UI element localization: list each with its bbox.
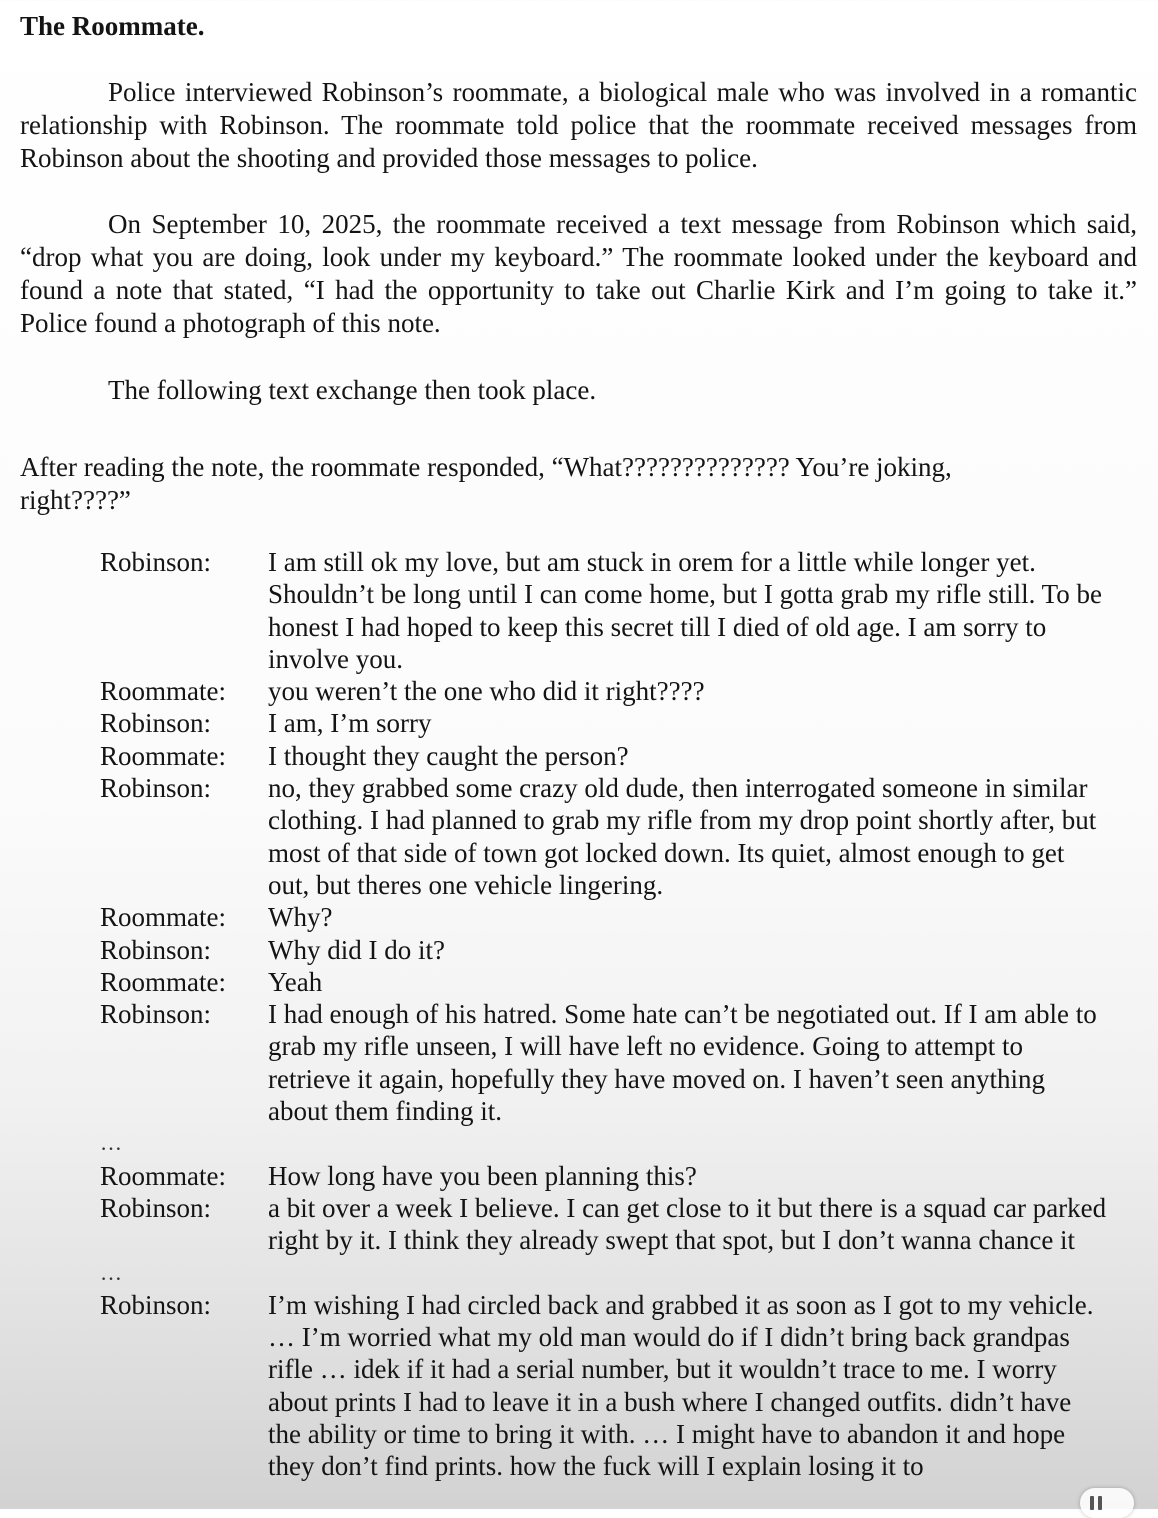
speaker-label: Robinson: bbox=[100, 934, 212, 965]
speaker-label: Roommate: bbox=[100, 1160, 226, 1191]
speaker-label: Robinson: bbox=[100, 708, 212, 739]
message-text: I am still ok my love, but am stuck in orem for a little while longer yet. Shouldn’t be long until I can come home, but I gotta grab my rifle still. To be honest I had hoped to keep this secret till I died of old age. I am sorry to involve you. bbox=[268, 547, 1102, 674]
speaker-label: Robinson: bbox=[100, 999, 212, 1030]
message-text: How long have you been planning this? bbox=[268, 1160, 697, 1191]
speaker-label: Robinson: bbox=[100, 547, 212, 577]
message-text: Why did I do it? bbox=[268, 934, 445, 965]
speaker-label: Robinson: bbox=[100, 1289, 212, 1320]
exchange-row bbox=[100, 740, 1110, 772]
paragraph-roommate-response: After reading the note, the roommate responded, “What?????????????? You’re joking, right????” bbox=[20, 452, 952, 515]
message-text: you weren’t the one who did it right???? bbox=[268, 676, 705, 707]
exchange-row bbox=[100, 966, 1110, 998]
exchange-row bbox=[100, 998, 1110, 1127]
exchange-row bbox=[100, 901, 1110, 933]
omission-ellipsis: … bbox=[100, 1259, 122, 1285]
message-text: a bit over a week I believe. I can get close to it but there is a squad car parked right by it. I think they already swept that spot, but I don’t wanna chance it bbox=[268, 1192, 1107, 1256]
exchange-row bbox=[100, 1192, 1110, 1257]
speaker-label: Roommate: bbox=[100, 902, 226, 933]
paragraph-interview: Police interviewed Robinson’s roommate, a biological male who was involved in a romantic relationship with Robinson. The roommate told police that the roommate received messages from Robinson about the shooting and provided those messages to police. bbox=[20, 77, 1137, 173]
exchange-row bbox=[100, 1160, 1110, 1192]
speaker-label: Roommate: bbox=[100, 676, 226, 707]
speaker-label: Roommate: bbox=[100, 740, 226, 771]
speaker-label: Robinson: bbox=[100, 773, 212, 804]
message-text: I had enough of his hatred. Some hate can’t be negotiated out. If I am able to grab my rifle unseen, I will have left no evidence. Going to attempt to retrieve it again, hopefully they have moved on. I haven’t seen anything about them finding it. bbox=[268, 999, 1097, 1127]
speaker-label: Roommate: bbox=[100, 966, 226, 997]
message-text: I thought they caught the person? bbox=[268, 740, 629, 771]
message-text: I’m wishing I had circled back and grabbed it as soon as I got to my vehicle. … I’m worried what my old man would do if I didn’t bring back grandpas rifle … idek if it had a serial number, but it wouldn’t trace to me. I worry about prints I had to leave it in a bush where I changed outfits. didn’t have the ability or time to bring it with. … I might have to abandon it and hope they don’t find prints. how the fuck will I explain losing it to bbox=[268, 1289, 1094, 1482]
pause-button[interactable] bbox=[1080, 1488, 1134, 1518]
message-text: I am, I’m sorry bbox=[268, 708, 432, 739]
section-heading: The Roommate. bbox=[20, 11, 205, 41]
speaker-label: Robinson: bbox=[100, 1192, 212, 1223]
exchange-row bbox=[100, 772, 1110, 901]
message-text: no, they grabbed some crazy old dude, then interrogated someone in similar clothing. I had planned to grab my rifle from my drop point shortly after, but most of that side of town got locked down. Its quiet, almost enough to get out, but theres one vehicle lingering. bbox=[268, 773, 1097, 900]
paragraph-note: On September 10, 2025, the roommate received a text message from Robinson which said, “drop what you are doing, look under my keyboard.” The roommate looked under the keyboard and found a note that stated, “I had the opportunity to take out Charlie Kirk and I’m going to take it.” Police found a photograph of this note. bbox=[20, 209, 1137, 338]
exchange-row bbox=[100, 934, 1110, 966]
omission-ellipsis: … bbox=[100, 1130, 122, 1156]
exchange-row bbox=[100, 675, 1110, 707]
exchange-row bbox=[100, 1289, 1110, 1483]
exchange-row bbox=[100, 707, 1110, 739]
message-text: Why? bbox=[268, 902, 333, 933]
message-text: Yeah bbox=[268, 966, 323, 997]
text-exchange bbox=[100, 546, 1110, 1483]
paragraph-exchange-intro: The following text exchange then took place. bbox=[108, 375, 597, 405]
pause-icon bbox=[1090, 1496, 1102, 1510]
exchange-row bbox=[100, 546, 1110, 675]
